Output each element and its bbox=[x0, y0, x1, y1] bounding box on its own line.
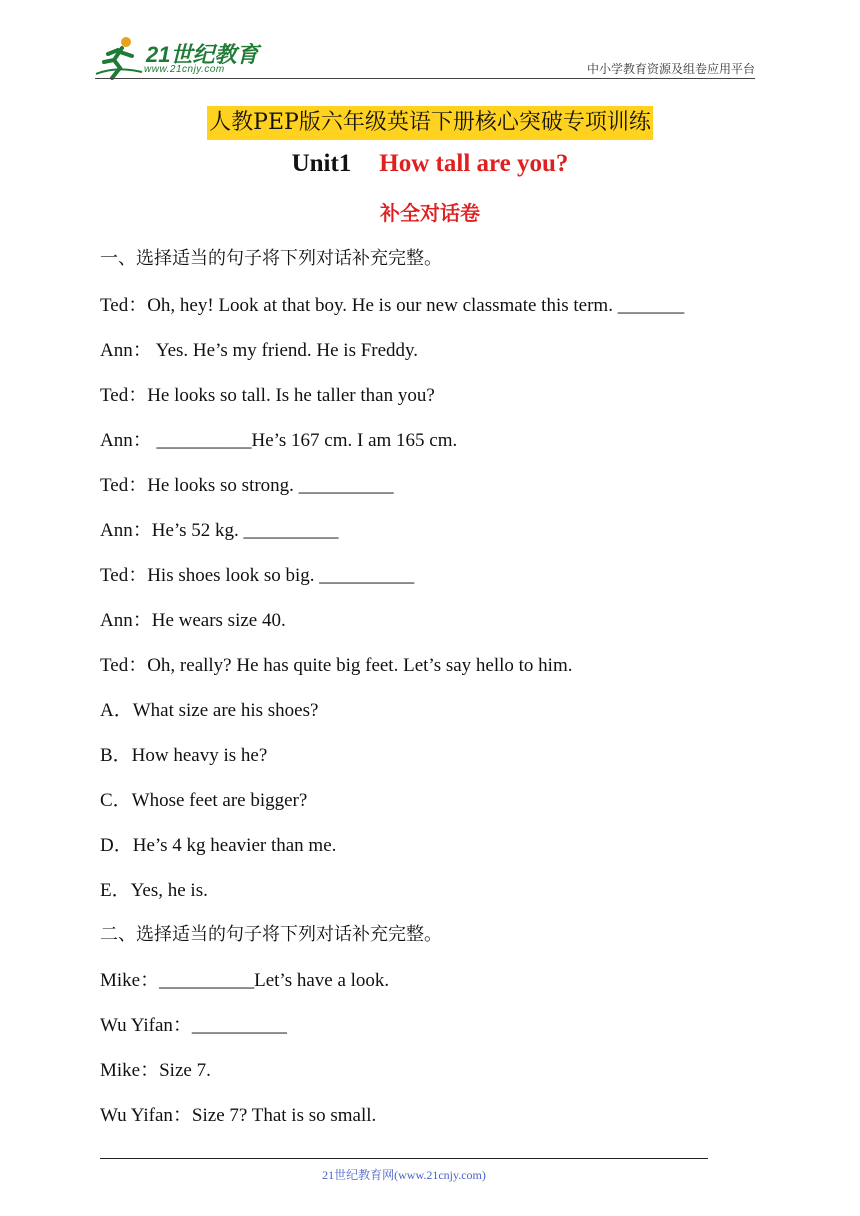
option-e: E．Yes, he is. bbox=[100, 880, 208, 901]
dialogue-line: Ted：Oh, really? He has quite big feet. Let’s say hello to him. bbox=[100, 655, 573, 676]
dialogue-line: Ted：His shoes look so big. __________ bbox=[100, 565, 415, 586]
logo-url: www.21cnjy.com bbox=[144, 64, 225, 75]
section2-heading: 二、选择适当的句子将下列对话补充完整。 bbox=[100, 924, 442, 945]
dialogue-line: Ann：He wears size 40. bbox=[100, 610, 286, 631]
dialogue-line: Ann： Yes. He’s my friend. He is Freddy. bbox=[100, 340, 419, 361]
header-divider bbox=[95, 78, 755, 79]
unit-label: Unit1 bbox=[291, 150, 352, 177]
footer-divider bbox=[100, 1158, 708, 1159]
dialogue-line: Ted：He looks so tall. Is he taller than you? bbox=[100, 385, 435, 406]
dialogue-line: Mike：Size 7. bbox=[100, 1060, 211, 1081]
dialogue-line: Mike：__________Let’s have a look. bbox=[100, 970, 390, 991]
page-title: 人教PEP版六年级英语下册核心突破专项训练 bbox=[207, 106, 653, 140]
page-subtitle: 补全对话卷 bbox=[380, 201, 480, 225]
header-platform-text: 中小学教育资源及组卷应用平台 bbox=[586, 62, 755, 76]
title-container bbox=[0, 106, 860, 140]
site-logo bbox=[96, 36, 266, 80]
runner-logo-icon bbox=[96, 36, 146, 80]
dialogue-line: Ann： __________He’s 167 cm. I am 165 cm. bbox=[100, 430, 458, 451]
logo-text: 21世纪教育 bbox=[146, 42, 259, 67]
unit-question: How tall are you? bbox=[379, 150, 569, 177]
option-b: B．How heavy is he? bbox=[100, 745, 268, 766]
section1-heading: 一、选择适当的句子将下列对话补充完整。 bbox=[100, 248, 442, 269]
footer-text: 21世纪教育网(www.21cnjy.com) bbox=[322, 1168, 486, 1182]
option-d: D．He’s 4 kg heavier than me. bbox=[100, 835, 337, 856]
dialogue-line: Wu Yifan：__________ bbox=[100, 1015, 287, 1036]
page-header bbox=[0, 0, 860, 90]
dialogue-line: Ann：He’s 52 kg. __________ bbox=[100, 520, 339, 541]
unit-heading bbox=[0, 150, 860, 178]
option-c: C．Whose feet are bigger? bbox=[100, 790, 308, 811]
dialogue-line: Ted：Oh, hey! Look at that boy. He is our new classmate this term. _______ bbox=[100, 295, 685, 316]
dialogue-line: Wu Yifan：Size 7? That is so small. bbox=[100, 1105, 377, 1126]
dialogue-line: Ted：He looks so strong. __________ bbox=[100, 475, 394, 496]
option-a: A．What size are his shoes? bbox=[100, 700, 319, 721]
